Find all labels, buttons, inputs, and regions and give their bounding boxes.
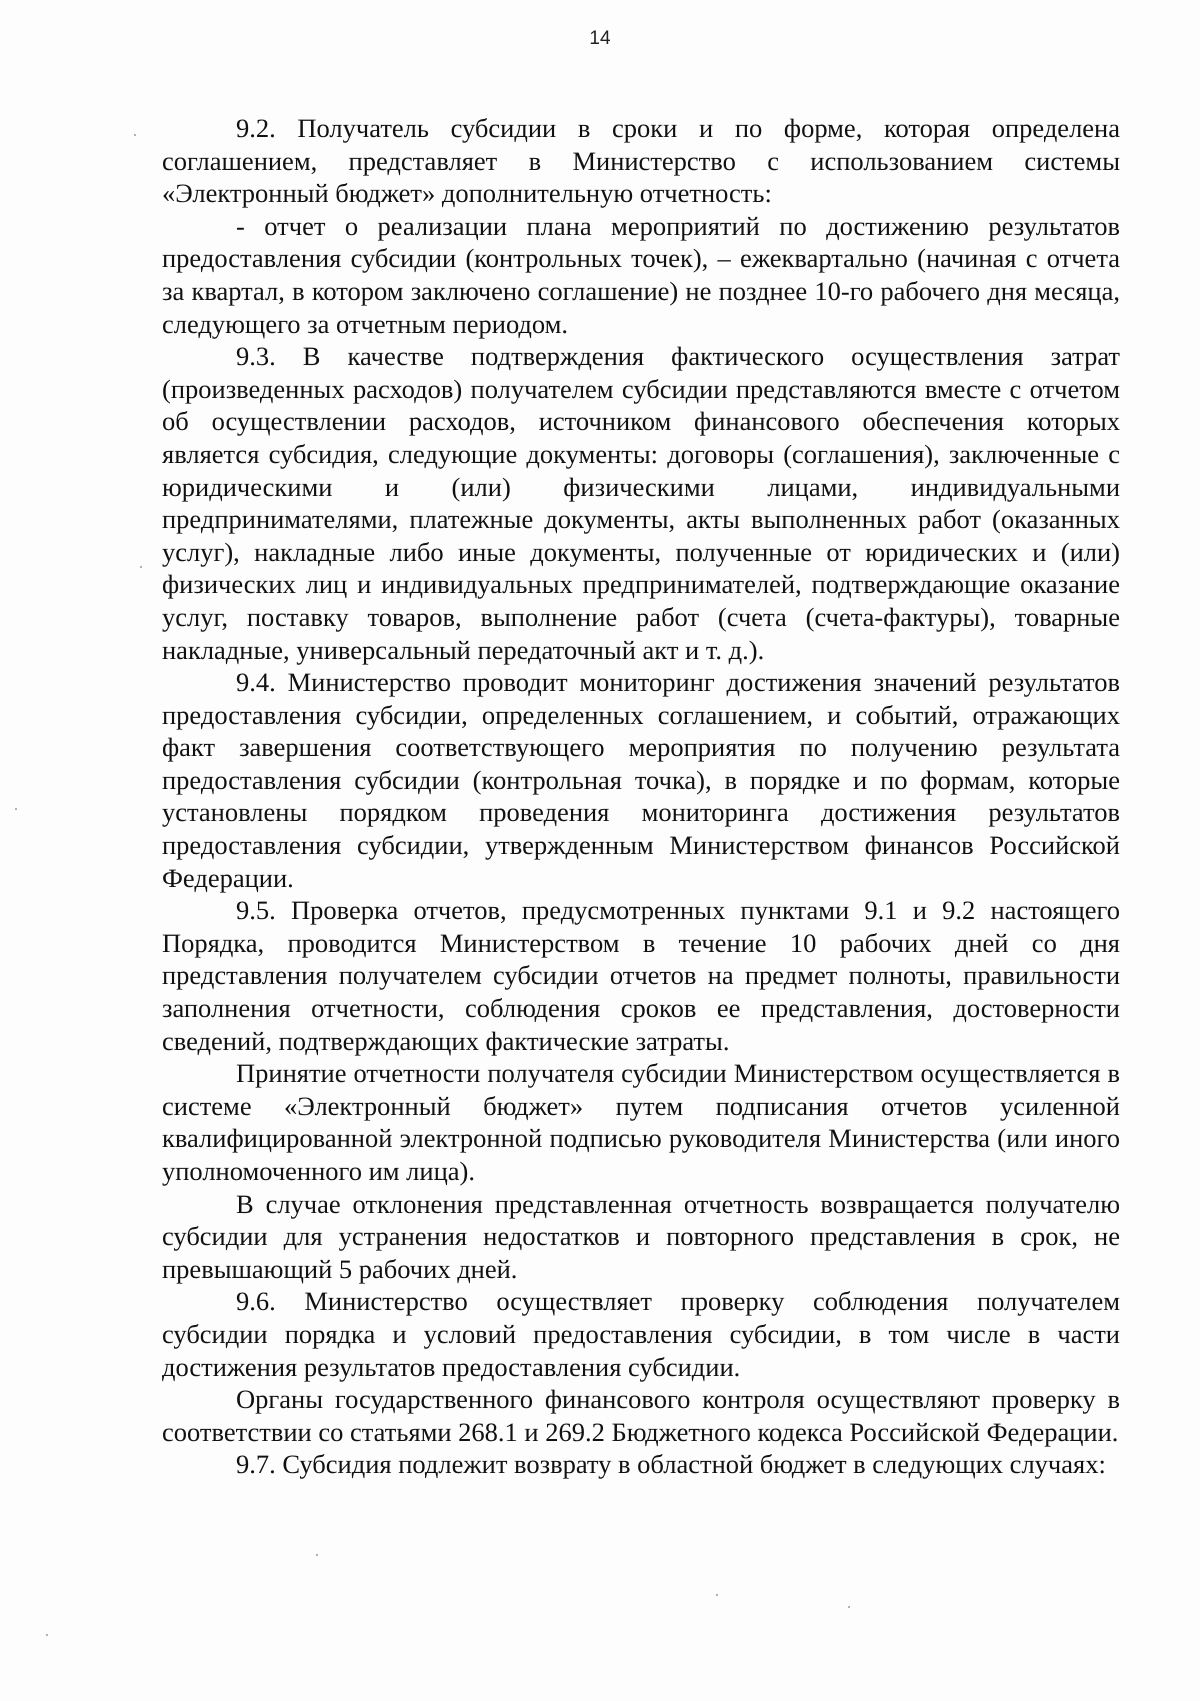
document-body: [162, 112, 1120, 1481]
page-number: 14: [589, 28, 611, 49]
paragraph-report-item: - отчет о реализации плана мероприятий по достижению результатов предоставления субсидии (контрольных точек), – ежеквартально (начиная с отчета за квартал, в котором заключено соглашение) не позднее 10-го рабочего дня месяца, следующего за отчетным периодом.: [162, 210, 1120, 339]
paragraph-9-2: 9.2. Получатель субсидии в сроки и по форме, которая определена соглашением, представляет в Министерство с использованием системы «Электронный бюджет» дополнительную отчетность:: [162, 113, 1120, 209]
paragraph-acceptance: Принятие отчетности получателя субсидии Министерством осуществляется в системе «Электронный бюджет» путем подписания отчетов усиленной квалифицированной электронной подписью руководителя Министерства (или иного уполномоченного им лица).: [162, 1058, 1120, 1186]
paragraph-rejection: В случае отклонения представленная отчетность возвращается получателю субсидии для устранения недостатков и повторного представления в срок, не превышающий 5 рабочих дней.: [162, 1188, 1120, 1284]
scan-speck: [716, 1594, 718, 1596]
scan-speck: [46, 1634, 48, 1636]
paragraph-control-bodies: Органы государственного финансового контроля осуществляют проверку в соответствии со статьями 268.1 и 269.2 Бюджетного кодекса Российской Федерации.: [162, 1384, 1120, 1447]
paragraph-9-7: 9.7. Субсидия подлежит возврату в областной бюджет в следующих случаях:: [236, 1449, 1106, 1480]
scan-speck: [316, 1554, 318, 1556]
paragraph-9-6: 9.6. Министерство осуществляет проверку соблюдения получателем субсидии порядка и условий предоставления субсидии, в том числе в части достижения результатов предоставления субсидии.: [162, 1286, 1120, 1382]
scan-speck: [140, 566, 142, 568]
paragraph-9-4: 9.4. Министерство проводит мониторинг достижения значений результатов предоставления субсидии, определенных соглашением, и событий, отражающих факт завершения соответствующего мероприятия по получению результата предоставления субсидии (контрольная точка), в порядке и по формам, которые установлены порядком проведения мониторинга достижения результатов предоставления субсидии, утвержденным Министерством финансов Российской Федерации.: [162, 667, 1120, 893]
paragraph-9-5: 9.5. Проверка отчетов, предусмотренных пунктами 9.1 и 9.2 настоящего Порядка, проводится Министерством в течение 10 рабочих дней со дня представления получателем субсидии отчетов на предмет полноты, правильности заполнения отчетности, соблюдения сроков ее представления, достоверности сведений, подтверждающих фактические затраты.: [162, 895, 1120, 1056]
paragraph-9-3: 9.3. В качестве подтверждения фактического осуществления затрат (произведенных расходов) получателем субсидии представляются вместе с отчетом об осуществлении расходов, источником финансового обеспечения которых является субсидия, следующие документы: договоры (соглашения), заключенные с юридическими и (или) физическими лицами, индивидуальными предпринимателями, платежные документы, акты выполненных работ (оказанных услуг), накладные либо иные документы, полученные от юридических и (или) физических лиц и индивидуальных предпринимателей, подтверждающие оказание услуг, поставку товаров, выполнение работ (счета (счета-фактуры), товарные накладные, универсальный передаточный акт и т. д.).: [162, 341, 1120, 665]
scan-speck: [134, 134, 136, 136]
scan-speck: [848, 1606, 850, 1608]
scan-speck: [15, 808, 17, 810]
